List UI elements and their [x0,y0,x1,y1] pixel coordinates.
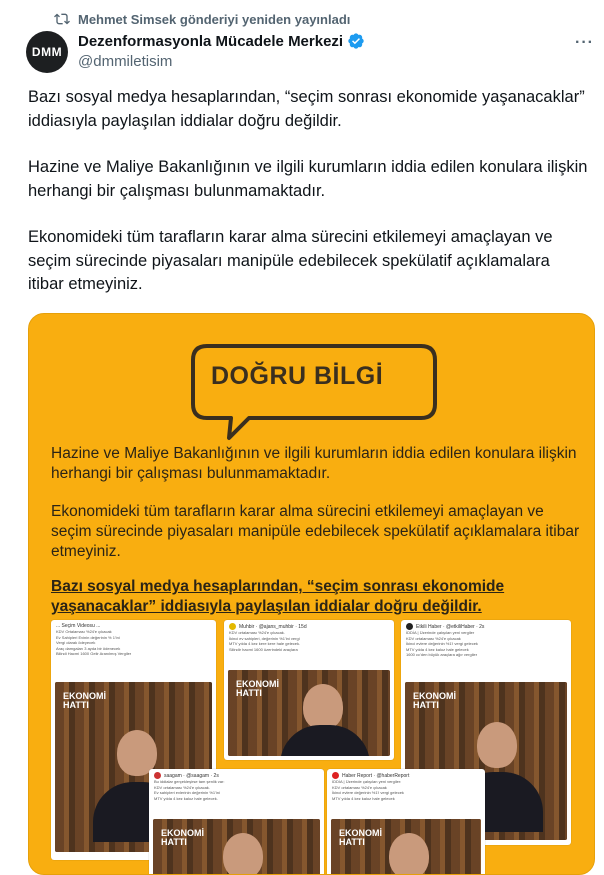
embedded-screenshot [149,769,324,875]
screenshot-line: Ev sahipleri evlerinin değerinin %1'ini [154,790,220,795]
retweet-text: Mehmet Simsek gönderiyi yeniden yayınladı [78,11,351,27]
channel-logo: EKONOMİ HATTI [413,691,457,710]
screenshot-line: Bilindi Hacmi 1600 Gelir Aranılmış Vergiler [56,651,132,656]
screenshot-line: MTV yılda 4 kez kaloz hale gelecek. [154,795,218,801]
screenshot-line: MTV yılda 4 kez kere kere hale gelecek. [229,641,301,646]
screenshot-line: MTV yılda 4 kez kaloz hale gelecek [332,795,395,801]
screenshot-line: İDDİA | Üzerinde çalışılan yeni vergiler: [332,779,402,784]
embedded-screenshot [224,620,394,760]
screenshot-line: KDV ortalaması %24'e çıkacak. [154,784,210,790]
speech-bubble-icon [189,342,439,442]
screenshot-line: Bu iddialar gerçekleşirse tam şenlik var: [154,779,225,784]
author-handle[interactable]: @dmmiletisim [78,53,173,70]
screenshot-header: Haber Report · @haberReport [342,772,410,779]
media-badge: DOĞRU BİLGİ [211,362,384,390]
media-paragraph-2: Ekonomideki tüm tarafların karar alma sürecini etkilemeyi amaçlayan ve seçim sürecinde piyasaları manipüle edebilecek spekülatif açıklamalara itibar etmeyiniz. [51,503,580,560]
tweet-text [28,86,588,320]
account-avatar [229,623,236,630]
screenshot-line: Silindir hacmi 1600 üzerindeki araçlara [229,646,298,652]
channel-logo: EKONOMİ HATTI [63,691,107,710]
account-avatar [406,623,413,630]
screenshot-header: Muhbir · @ajans_muhbir · 15d [239,623,307,630]
tweet-media-image[interactable] [28,313,595,875]
screenshot-line: Ev Sahipleri Evinin değerinin % 1'ini [56,634,120,640]
verified-badge-icon [347,32,365,50]
tweet-paragraph-3: Ekonomideki tüm tarafların karar alma sürecini etkilemeyi amaçlayan ve seçim sürecinde piyasaları manipüle edebilecek spekülatif açıklamalara itibar etmeyiniz. [28,228,553,293]
screenshot-line: İDDİA | Üzerinde çalışılan yeni vergiler [406,630,475,635]
more-options-button[interactable]: ··· [575,34,594,51]
screenshot-line: Vergi olarak ödeyecek [56,640,96,645]
retweet-icon [54,11,70,27]
tweet-paragraph-2: Hazine ve Maliye Bakanlığının ve ilgili kurumların iddia edilen konulara ilişkin herhangi bir çalışması bulunmamaktadır. [28,158,588,200]
screenshot-line: MTV yılda 4 kez kaloz hale gelecek [406,646,469,652]
screenshot-header: Etkili Haber · @etkiliHaber · 2s [416,623,485,630]
screenshot-line: KDV ortalaması %24'e çıkacak. [229,630,285,635]
channel-logo: EKONOMİ HATTI [236,679,280,698]
channel-logo: EKONOMİ HATTI [161,828,205,847]
screenshot-line: 1600 cc'den büyük araçlara ağır vergiler [406,652,478,657]
tweet-paragraph-1: Bazı sosyal medya hesaplarından, “seçim sonrası ekonomide yaşanacaklar” iddiasıyla paylaşılan iddialar doğru değildir. [28,88,585,130]
screenshot-header: ... Seçim Videosu ... [56,623,101,629]
account-avatar [154,772,161,779]
avatar-text: DMM [31,45,63,59]
author-name[interactable]: Dezenformasyonla Mücadele Merkezi [78,32,344,50]
media-heading: Bazı sosyal medya hesaplarından, “seçim sonrası ekonomide yaşanacaklar” iddiasıyla paylaşılan iddialar doğru değildir. [51,578,505,615]
channel-logo: EKONOMİ HATTI [339,828,383,847]
retweet-indicator[interactable] [54,10,350,28]
screenshot-line: KDV ortalaması %24'e çıkacak [406,635,461,641]
account-avatar [332,772,339,779]
screenshot-line: İkinci ev sahipleri, değerinin %1'ini vergi [229,635,300,641]
embedded-screenshot [327,769,485,875]
media-paragraph-1: Hazine ve Maliye Bakanlığının ve ilgili kurumların iddia edilen konulara ilişkin herhangi bir çalışması bulunmamaktadır. [51,445,577,482]
screenshot-line: İkinci evlere değerinin %1'i vergi gelecek [332,790,404,795]
avatar[interactable] [26,31,68,73]
screenshot-line: İkinci evlere değerinin %1'i vergi gelecek [406,641,478,646]
screenshot-photo [228,670,390,756]
screenshot-header: saagam · @saagam · 2s [164,772,219,779]
screenshot-line: KDV Ortalaması %24'e çıkacak [56,629,112,634]
screenshot-line: KDV ortalaması %24'e çıkacak [332,784,387,790]
screenshot-line: Araç damgaları 3 ayda bir ödenecek [56,645,121,651]
